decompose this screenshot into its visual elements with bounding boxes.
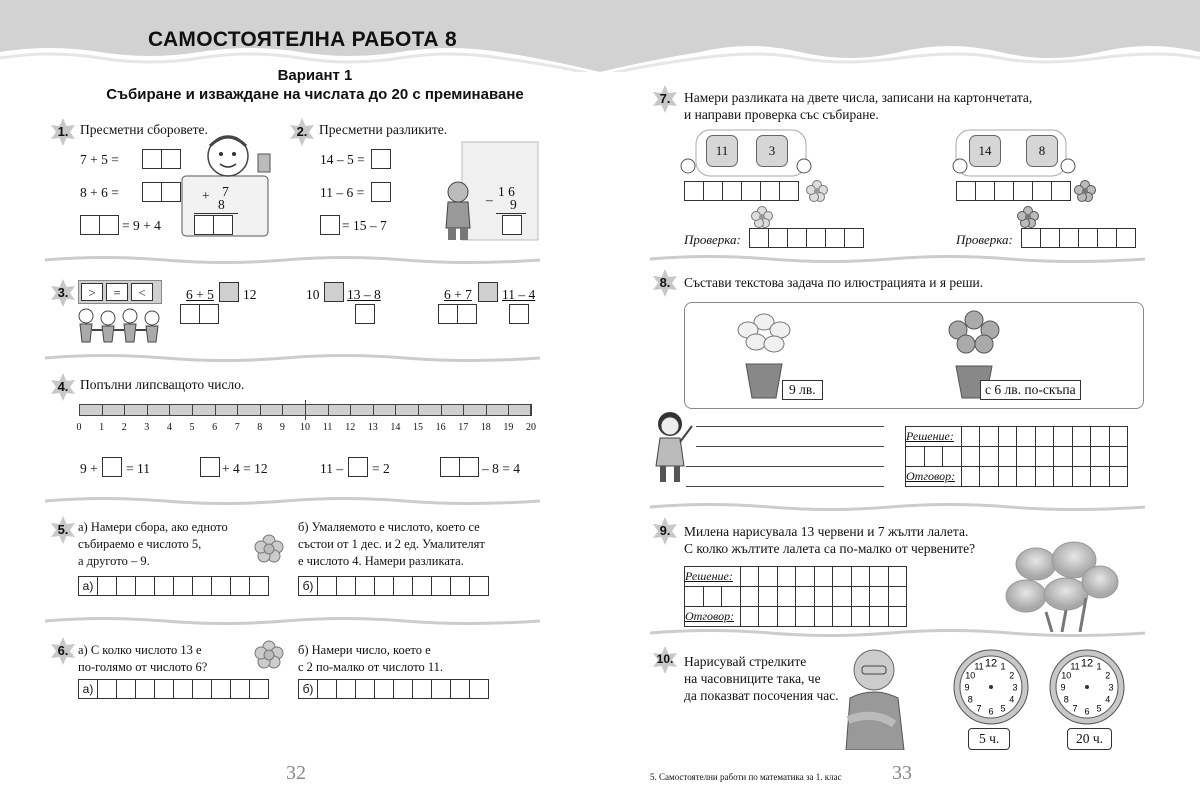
separator	[650, 628, 1145, 638]
task-badge: 6.	[48, 636, 78, 666]
boy-watch-photo	[834, 640, 914, 750]
number-line-tick	[418, 404, 419, 416]
clock-face[interactable]	[952, 648, 1030, 726]
clock-number: 2	[1105, 670, 1111, 681]
number-line-tick	[237, 404, 238, 416]
clock-number: 8	[1063, 694, 1069, 705]
clock-number: 4	[1105, 694, 1111, 705]
subtitle: Събиране и изваждане на числата до 20 с преминаване	[106, 86, 524, 103]
number-line-tick	[124, 404, 125, 416]
number-line-tick	[147, 404, 148, 416]
compare-box[interactable]	[478, 282, 497, 302]
number-line-label: 15	[413, 422, 423, 433]
clock-number: 9	[1060, 682, 1066, 693]
variant-label: Вариант 1	[277, 67, 353, 84]
page-number-right: 33	[892, 762, 912, 784]
clock-number: 1	[1096, 661, 1102, 672]
clock-number: 12	[984, 657, 998, 670]
clock-number: 9	[964, 682, 970, 693]
number-line-tick	[192, 404, 193, 416]
clock-face[interactable]	[1048, 648, 1126, 726]
task2-eq2: 11 – 6 =	[320, 185, 365, 200]
flower-icon	[254, 640, 284, 670]
footer-text: 5. Самостоятелни работи по математика за 1. клас	[650, 772, 842, 782]
clock-number: 11	[974, 661, 984, 672]
clock-number: 11	[1070, 661, 1080, 672]
number-card: 3	[756, 135, 788, 167]
divider	[496, 213, 526, 214]
number-line-label: 12	[345, 422, 356, 433]
page-title: САМОСТОЯТЕЛНА РАБОТА 8	[148, 28, 458, 51]
answer-row-a[interactable]: а)	[78, 679, 268, 699]
signs-box: > = <	[78, 280, 162, 304]
number-line-tick	[373, 404, 374, 416]
number-line-label: 8	[257, 422, 263, 433]
separator	[45, 616, 540, 626]
answer-boxes[interactable]	[684, 181, 798, 201]
flower-icon	[254, 534, 284, 564]
page-number-left: 32	[286, 762, 306, 784]
answer-boxes[interactable]	[440, 457, 478, 477]
answer-box[interactable]	[371, 182, 390, 202]
clock-number: 3	[1108, 682, 1114, 693]
number-line-label: 20	[526, 422, 536, 433]
boy-chalkboard-illustration	[440, 138, 540, 244]
clock-number: 6	[988, 706, 994, 717]
number-line-tick	[169, 404, 170, 416]
number-line-tick	[441, 404, 442, 416]
clock-number: 8	[967, 694, 973, 705]
solution-grid[interactable]: Решение: Отговор:	[684, 566, 907, 627]
answer-boxes[interactable]	[142, 182, 180, 202]
number-line-label: 14	[390, 422, 401, 433]
number-line-label: 0	[76, 422, 82, 433]
task-badge: 10.	[650, 645, 680, 675]
number-line-tick	[260, 404, 261, 416]
number-line-tick	[463, 404, 464, 416]
time-label: 5 ч.	[968, 728, 1010, 750]
task1-eq2: 8 + 6 =	[80, 185, 119, 200]
number-line-tick	[102, 404, 103, 416]
task-badge: 7.	[650, 84, 680, 114]
answer-boxes[interactable]	[438, 304, 476, 324]
answer-boxes[interactable]	[749, 228, 863, 248]
answer-boxes[interactable]	[956, 181, 1070, 201]
number-line-label: 9	[279, 422, 285, 433]
answer-boxes[interactable]	[142, 149, 180, 169]
number-line-tick	[282, 404, 283, 416]
writing-line[interactable]	[696, 446, 884, 447]
price-tag: 9 лв.	[782, 380, 823, 400]
tulips-photo	[996, 538, 1126, 632]
number-line-tick	[395, 404, 396, 416]
number-line-label: 10	[300, 422, 310, 433]
number-card: 11	[706, 135, 738, 167]
number-line-label: 11	[322, 422, 333, 433]
number-line-label: 19	[503, 422, 514, 433]
number-line-label: 17	[458, 422, 469, 433]
answer-box[interactable]	[509, 304, 528, 324]
task-badge: 3.	[48, 278, 78, 308]
writing-line[interactable]	[696, 426, 884, 427]
price-tag: с 6 лв. по-скъпа	[980, 380, 1081, 400]
answer-box[interactable]	[320, 215, 339, 235]
solution-grid[interactable]: Решение: Отговор:	[905, 426, 1128, 487]
answer-box[interactable]	[102, 457, 121, 477]
answer-row-b[interactable]: б)	[298, 679, 488, 699]
task2-eq3: = 15 – 7	[342, 218, 387, 233]
answer-box[interactable]	[371, 149, 390, 169]
answer-box[interactable]	[502, 215, 521, 235]
number-line-tick	[305, 404, 306, 416]
cards-illustration-1	[676, 128, 822, 184]
task-badge: 5.	[48, 515, 78, 545]
number-line-label: 2	[121, 422, 127, 433]
number-card: 14	[969, 135, 1001, 167]
girl-illustration	[650, 406, 694, 486]
clock-number: 3	[1012, 682, 1018, 693]
task-badge: 9.	[650, 516, 680, 546]
separator	[650, 254, 1145, 264]
task-badge: 8.	[650, 268, 680, 298]
number-line-label: 16	[435, 422, 446, 433]
flower-icon	[806, 180, 828, 202]
number-line-label: 1	[99, 422, 105, 433]
number-line-tick	[79, 404, 80, 416]
task-badge: 2.	[287, 117, 317, 147]
separator	[650, 502, 1145, 512]
task1-eq1: 7 + 5 =	[80, 152, 119, 167]
number-line-tick	[215, 404, 216, 416]
answer-box[interactable]	[348, 457, 367, 477]
flower-icon	[1074, 180, 1096, 202]
task-badge: 1.	[48, 117, 78, 147]
clock-number: 7	[1072, 703, 1078, 714]
answer-boxes[interactable]	[194, 215, 232, 235]
task4-text: Попълни липсващото число.	[80, 377, 245, 392]
answer-box[interactable]	[355, 304, 374, 324]
clock-number: 2	[1009, 670, 1015, 681]
answer-row-a[interactable]: а)	[78, 576, 268, 596]
separator	[45, 255, 540, 265]
number-line-tick	[508, 404, 509, 416]
divider	[194, 213, 238, 214]
compare-box[interactable]	[324, 282, 343, 302]
task1-eq3: = 9 + 4	[122, 218, 161, 233]
answer-boxes[interactable]	[1021, 228, 1135, 248]
number-line-label: 18	[480, 422, 491, 433]
writing-line[interactable]	[686, 486, 884, 487]
number-line-label: 5	[189, 422, 195, 433]
number-line-label: 4	[166, 422, 172, 433]
flower-icon	[751, 206, 773, 228]
time-label: 20 ч.	[1067, 728, 1112, 750]
task-badge: 4.	[48, 372, 78, 402]
number-line-label: 3	[144, 422, 150, 433]
separator	[45, 496, 540, 506]
task2-eq1: 14 – 5 =	[320, 152, 365, 167]
compare-box[interactable]	[219, 282, 238, 302]
number-line-label: 6	[212, 422, 218, 433]
clock-number: 10	[1061, 670, 1072, 681]
answer-box[interactable]	[200, 457, 219, 477]
clock-number: 4	[1009, 694, 1015, 705]
clock-number: 5	[1096, 703, 1102, 714]
clock-number: 5	[1000, 703, 1006, 714]
clock-number: 6	[1084, 706, 1090, 717]
answer-boxes[interactable]	[80, 215, 118, 235]
task1-text: Пресметни сборовете.	[80, 122, 208, 137]
number-card: 8	[1026, 135, 1058, 167]
number-line-tick	[531, 404, 532, 416]
answer-boxes[interactable]	[180, 304, 218, 324]
clock-number: 7	[976, 703, 982, 714]
clock-number: 10	[965, 670, 976, 681]
task2-text: Пресметни разликите.	[319, 122, 448, 137]
number-line-tick	[328, 404, 329, 416]
clock-number: 12	[1080, 657, 1094, 670]
number-line-tick	[486, 404, 487, 416]
children-illustration	[74, 306, 164, 346]
number-line-label: 13	[367, 422, 378, 433]
flower-icon	[1017, 206, 1039, 228]
number-line-label: 7	[234, 422, 240, 433]
number-line-tick	[350, 404, 351, 416]
separator	[45, 353, 540, 363]
clock-number: 1	[1000, 661, 1006, 672]
writing-line[interactable]	[686, 466, 884, 467]
answer-row-b[interactable]: б)	[298, 576, 488, 596]
